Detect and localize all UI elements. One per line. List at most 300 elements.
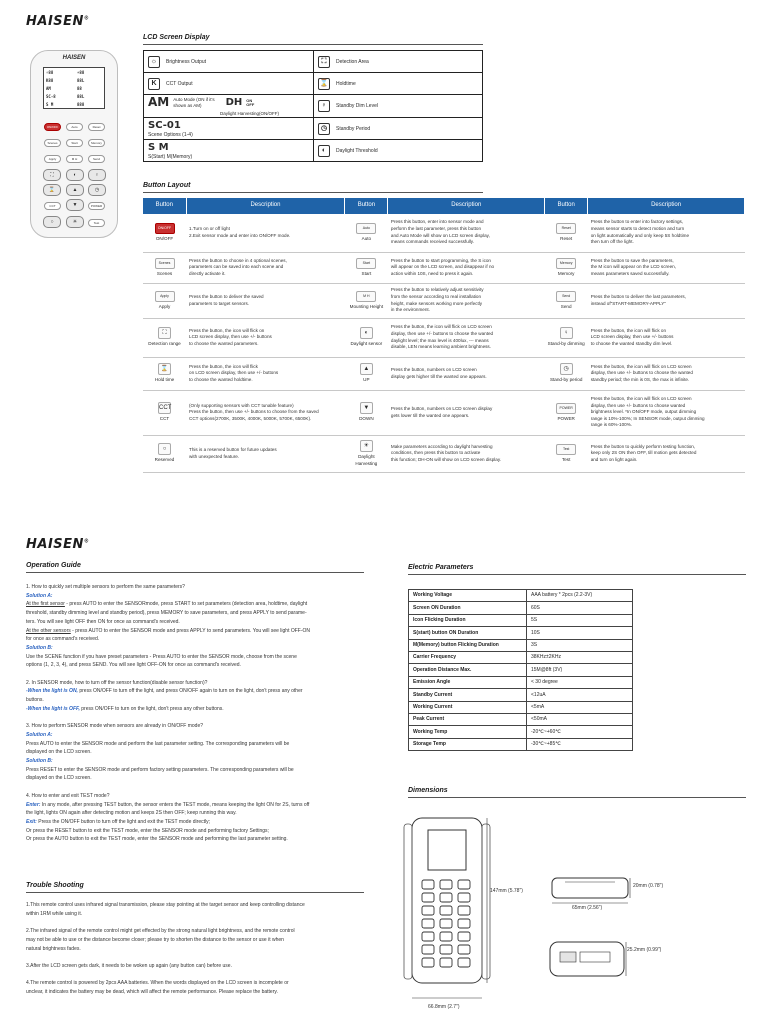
- text-span: press ON/OFF to turn on the light, don't press any other buttons.: [79, 705, 224, 712]
- dim-side-depth: 25.2mm (0.99"): [627, 947, 662, 953]
- description-line: directly activate it.: [189, 270, 226, 276]
- description-line: gets lower till the wanted one appears.: [390, 412, 470, 418]
- description-line: action within 10S, need to press it again.: [390, 270, 474, 276]
- dim-height: 147mm (5.78"): [490, 888, 523, 894]
- description-line: from the sensor according to real installation: [390, 293, 482, 299]
- button-cell: [345, 435, 388, 472]
- remote-illustration: [30, 50, 118, 238]
- param-value: 5S: [527, 614, 633, 626]
- button-layout-table: [143, 198, 745, 473]
- operation-guide-title: Operation Guide: [26, 562, 81, 569]
- button-cell: [143, 390, 186, 435]
- col-header: Button: [545, 198, 588, 214]
- description-line: this function; DH-ON will show on LCD screen display.: [390, 456, 502, 462]
- button-description: [186, 357, 345, 390]
- description-line: Press the button, the icon will flick on LCD screen: [590, 363, 692, 369]
- param-value: <12uA: [527, 689, 633, 701]
- param-value: 38KHz±2KHz: [527, 651, 633, 663]
- param-value: 15M@8ft (3V): [527, 664, 633, 676]
- text-span: At the first sensor: [26, 601, 65, 608]
- electric-param-row: [409, 614, 633, 626]
- description-line: Press the button to save the parameters,: [590, 257, 674, 263]
- brightness-icon: ☼: [148, 56, 160, 68]
- remote-apply-button: Apply: [44, 155, 61, 163]
- button-cell: [143, 435, 186, 472]
- question: 3. How to perform SENSOR mode when sensors are already in ON/OFF mode?: [26, 723, 204, 730]
- lcd-cell: K88: [46, 78, 54, 83]
- description-line: with unexpected feature.: [189, 453, 240, 459]
- button-description: [186, 390, 345, 435]
- electric-params-table: [408, 589, 633, 751]
- lcd-cell: SC-8: [46, 94, 56, 99]
- param-name: Icon Flicking Duration: [409, 614, 527, 626]
- description-line: standby period; the min is 0S, the max is infinite.: [590, 376, 690, 382]
- button-label: Auto: [361, 235, 372, 241]
- button-cell: [345, 318, 388, 357]
- button-icon: ▼: [360, 402, 373, 414]
- param-value: <5mA: [527, 701, 633, 713]
- description-line: 2.Exit sensor mode and enter into ON/OFF mode.: [189, 232, 291, 238]
- text-span: Enter:: [26, 801, 41, 808]
- description-line: conditions, then press this button to activate: [390, 450, 481, 456]
- button-description: [588, 318, 745, 357]
- remote-mh-button: M H: [66, 155, 83, 163]
- lcd-cell: S M: [46, 102, 54, 107]
- brand-logo: HAISEN®: [26, 14, 90, 29]
- solution-label: Solution B:: [26, 758, 53, 765]
- button-label: POWER: [557, 415, 575, 421]
- description-line: will appear on the LCD screen, and disappear if no: [390, 264, 495, 270]
- description-line: means commands received successfully.: [390, 239, 475, 245]
- dh-on: ON: [246, 97, 253, 103]
- daylight-threshold-icon: ◐: [318, 145, 330, 157]
- solution-label: Solution B:: [26, 644, 53, 651]
- text-line: for once as command's received.: [26, 636, 100, 643]
- param-name: Emission Angle: [409, 676, 527, 688]
- lcd-section-title: LCD Screen Display: [143, 34, 210, 41]
- dh-icon: ☀: [66, 216, 84, 228]
- button-cell: [345, 283, 388, 318]
- description-line: Press the button, the icon will flick on LCD screen: [590, 395, 692, 401]
- remote-cct-button: CCT: [44, 202, 61, 210]
- button-description: [588, 435, 745, 472]
- button-label: Stand-by dimming: [547, 341, 585, 347]
- button-description: [388, 283, 545, 318]
- dim-icon: ♀: [88, 169, 106, 181]
- col-header: Description: [588, 198, 745, 214]
- button-layout-row: [143, 435, 745, 472]
- button-cell: [545, 390, 588, 435]
- electric-param-row: [409, 713, 633, 725]
- dim-top-width: 65mm (2.56"): [572, 905, 603, 911]
- button-description: [186, 283, 345, 318]
- button-layout-row: [143, 283, 745, 318]
- lcd-row: [144, 95, 483, 118]
- button-layout-row: [143, 357, 745, 390]
- button-label: DOWN: [359, 416, 374, 422]
- param-name: Working Temp: [409, 726, 527, 738]
- question: 1. How to quickly set multiple sensors to perform the same parameters?: [26, 584, 185, 590]
- description-line: LCD screen display, then use +/- buttons: [590, 334, 674, 340]
- dimensions-title: Dimensions: [408, 787, 448, 794]
- description-line: and turn on light again.: [590, 456, 638, 462]
- electric-param-row: [409, 676, 633, 688]
- start-memory-symbol: S M: [148, 141, 169, 153]
- holdtime-icon: ⌛: [43, 184, 61, 196]
- text-line: may not be able to use or the distance become closer; please try to shorten the distance to the sensor or use it when: [26, 936, 284, 943]
- lcd-row: [144, 51, 483, 73]
- lcd-cell: 88: [77, 86, 82, 91]
- divider: [26, 572, 364, 573]
- text-span: Press the ON/OFF button to turn off the light and exit the TEST mode directly;: [36, 818, 210, 825]
- period-icon: ◷: [88, 184, 106, 196]
- description-line: keep only 2S ON then OFF, till motion gets detected: [590, 450, 697, 456]
- lcd-label: Scene Options (1-4): [148, 131, 193, 138]
- reserved-icon: ○: [43, 216, 61, 228]
- param-name: Screen ON Duration: [409, 602, 527, 614]
- param-value: 10S: [527, 627, 633, 639]
- button-layout-row: [143, 318, 745, 357]
- lcd-label: Daylight Threshold: [336, 147, 378, 154]
- remote-lcd: [43, 67, 105, 109]
- description-line: display gets higher till the wanted one appears.: [390, 373, 487, 379]
- button-cell: [545, 252, 588, 283]
- dh-off: OFF: [246, 101, 255, 107]
- description-line: perform the last parameter, press this button: [390, 226, 482, 232]
- button-label: Reset: [560, 235, 573, 241]
- param-name: M(Memory) button Flicking Duration: [409, 639, 527, 651]
- button-label: Detection range: [148, 341, 181, 347]
- lcd-label: CCT Output: [166, 80, 193, 87]
- electric-param-row: [409, 726, 633, 738]
- param-value: -30℃~+85℃: [527, 738, 633, 750]
- lcd-label: Daylight Harvesting(ON/OFF): [220, 110, 280, 116]
- button-cell: [345, 357, 388, 390]
- electric-param-row: [409, 590, 633, 602]
- dim-width: 66.8mm (2.7"): [428, 1004, 460, 1010]
- text-line: Press RESET to enter the SENSOR mode and perform factory setting parameters. The corresponding parameters will be: [26, 766, 294, 773]
- col-header: Description: [388, 198, 545, 214]
- text-span: At the other sensors: [26, 627, 71, 634]
- dimensions-drawing: [400, 810, 730, 1015]
- text-line: within 1RM while using it.: [26, 910, 83, 917]
- description-line: height, make sensors working more perfectly: [390, 300, 483, 306]
- button-layout-row: [143, 214, 745, 252]
- lcd-cell: 88L: [77, 78, 85, 83]
- description-line: 1.Turn on or off light: [189, 226, 230, 232]
- button-description: [186, 252, 345, 283]
- button-description: [388, 390, 545, 435]
- text-line: Press AUTO to enter the SENSOR mode and perform the last parameter setting. The corresponding parameters will be: [26, 740, 290, 747]
- button-description: [588, 390, 745, 435]
- text-line: 3.After the LCD screen gets dark, it needs to be woken up again (any button can) before use.: [26, 962, 232, 969]
- description-line: brightness level. *In ON/OFF mode, output dimming: [590, 409, 697, 415]
- electric-param-row: [409, 627, 633, 639]
- remote-top-view: [552, 878, 630, 903]
- remote-memory-button: Memory: [88, 139, 105, 147]
- button-icon: CCT: [158, 402, 171, 414]
- button-label: Daylight sensor: [350, 341, 383, 347]
- description-line: parameters can be saved into each scene and: [189, 264, 284, 270]
- button-icon: Start: [356, 258, 376, 269]
- solution-label: Solution A:: [26, 592, 53, 599]
- lcd-row: [144, 73, 483, 95]
- remote-send-button: Send: [88, 155, 105, 163]
- description-line: Press the button to deliver the last parameters,: [590, 293, 686, 299]
- button-cell: [545, 357, 588, 390]
- col-header: Button: [345, 198, 388, 214]
- button-description: [588, 214, 745, 252]
- description-line: disable, LEN means learning ambient brightness.: [390, 344, 491, 350]
- button-label: Send: [560, 303, 572, 309]
- question: 4. How to enter and exit TEST mode?: [26, 792, 110, 799]
- text-line: displayed on the LCD screen.: [26, 775, 92, 782]
- button-icon: Auto: [356, 223, 376, 234]
- description-line: Press the button to quickly perform testing function,: [590, 443, 696, 449]
- text-span: -When the light is OFF,: [26, 705, 80, 712]
- param-name: Standby Current: [409, 689, 527, 701]
- param-name: Peak Current: [409, 713, 527, 725]
- description-line: Press the button, numbers on LCD screen display: [390, 405, 493, 411]
- description-line: Press the button, the icon will flick on: [189, 327, 265, 333]
- divider: [143, 44, 483, 45]
- button-label: Mounting Height: [349, 303, 384, 309]
- param-name: Working Voltage: [409, 590, 527, 602]
- param-name: S(start) button ON Duration: [409, 627, 527, 639]
- description-line: Press the button, numbers on LCD screen: [390, 366, 477, 372]
- button-icon: Apply: [155, 291, 175, 302]
- col-header: Button: [143, 198, 186, 214]
- text-span: - press AUTO to enter the SENSORmode, press START to set parameters (detection area, holdtime, daylight: [64, 601, 308, 608]
- button-cell: [345, 390, 388, 435]
- remote-scenes-button: Scenes: [44, 139, 61, 147]
- electric-param-row: [409, 738, 633, 750]
- brand-logo-bottom: HAISEN®: [26, 537, 90, 552]
- button-label: UP: [363, 377, 370, 383]
- param-value: 60S: [527, 602, 633, 614]
- text-span: -When the light is ON,: [26, 688, 78, 695]
- button-layout-row: [143, 390, 745, 435]
- description-line: (Only supporting sensors with CCT tunable feature): [189, 402, 294, 408]
- description-line: display, then use +/- buttons to choose the wanted: [590, 370, 693, 376]
- param-value: AAA battery * 2pcs (2.2-3V): [527, 590, 633, 602]
- description-line: on light automatically and only keep 5S holdtime: [590, 232, 690, 238]
- divider: [408, 574, 746, 575]
- button-icon: ♀: [560, 327, 573, 339]
- description-line: range is 60%-100%.: [590, 422, 633, 428]
- button-icon: ○: [158, 443, 171, 455]
- text-line: Or press the AUTO button to exit the TEST mode, enter the SENSOR mode and performing the last parameter setting.: [26, 836, 288, 843]
- description-line: display, then use +/- buttons to choose wanted: [590, 402, 686, 408]
- button-description: [186, 318, 345, 357]
- dh-symbol: DH: [225, 97, 243, 109]
- divider: [143, 192, 483, 193]
- description-line: display, then use +/- buttons to choose the wanted: [390, 330, 494, 336]
- description-line: Press the button, the icon will flick on: [590, 327, 667, 333]
- button-description: [388, 214, 545, 252]
- button-label: Reserved: [154, 457, 175, 463]
- lcd-label: Standby Period: [336, 125, 371, 132]
- button-cell: [545, 283, 588, 318]
- button-icon: ☀: [360, 440, 373, 452]
- button-cell: [345, 252, 388, 283]
- dim-top-depth: 20mm (0.78"): [633, 883, 664, 889]
- standby-dim-icon: ♀: [318, 100, 330, 112]
- button-icon: ▲: [360, 363, 373, 375]
- lcd-cell: 888: [77, 102, 85, 107]
- button-label: Apply: [158, 303, 171, 309]
- operation-guide-text: [26, 583, 310, 844]
- description-line: parameters to target sensors.: [189, 300, 250, 306]
- cct-icon: K: [148, 78, 160, 90]
- trouble-shooting-title: Trouble Shooting: [26, 882, 84, 889]
- text-line: threshold, standby dimming level and standby period), press MEMORY to save parameters, and press APPLY to send parame-: [26, 610, 307, 617]
- text-span: press ON/OFF to turn off the light, and press ON/OFF again to turn on the light, don't press any other: [77, 688, 303, 695]
- description-line: Make parameters according to daylight harvesting: [390, 443, 493, 449]
- electric-param-row: [409, 664, 633, 676]
- description-line: the M icon will appear on the LCD screen,: [590, 264, 676, 270]
- remote-logo: HAISEN: [62, 55, 86, 61]
- remote-front-view: [404, 818, 490, 998]
- description-line: LCD screen display, then use +/- buttons: [189, 334, 272, 340]
- button-icon: Test: [556, 444, 576, 455]
- button-icon: ⌛: [158, 363, 171, 375]
- lcd-label: Detection Area: [336, 58, 369, 65]
- param-value: 3S: [527, 639, 633, 651]
- text-line: the light, lights ON again after detecting motion and keeps 2S then OFF; keep running this way.: [26, 810, 237, 817]
- button-label: Hold time: [154, 377, 175, 383]
- button-label: Start: [361, 270, 372, 276]
- button-label: Test: [561, 456, 571, 462]
- button-icon: Send: [556, 291, 576, 302]
- param-value: -20℃~+60℃: [527, 726, 633, 738]
- electric-param-row: [409, 639, 633, 651]
- description-line: to choose the wanted standby dim level.: [590, 340, 673, 346]
- description-line: on LCD screen display, then use +/- buttons: [189, 370, 279, 376]
- button-description: [388, 357, 545, 390]
- lcd-label: Brightness Output: [166, 58, 207, 65]
- button-icon: Reset: [556, 223, 576, 234]
- remote-power-button: POWER: [88, 202, 105, 210]
- up-icon: ▲: [66, 184, 84, 196]
- remote-auto-button: Auto: [66, 123, 83, 131]
- description-line: in the environment.: [390, 307, 430, 313]
- divider: [26, 892, 364, 893]
- lcd-cell: AM: [46, 86, 51, 91]
- description-line: daylight level; the max level is 400lux, --- means: [390, 337, 489, 343]
- description-line: to choose the wanted parameters.: [189, 340, 259, 346]
- button-description: [588, 252, 745, 283]
- param-value: < 30 degree: [527, 676, 633, 688]
- button-description: [388, 318, 545, 357]
- description-line: instead of"START-MEMORY-APPLY": [590, 300, 666, 306]
- holdtime-icon: ⌛: [318, 78, 330, 90]
- text-span: - press AUTO to enter the SENSOR mode and press APPLY to send parameters. You will see light OFF-ON: [70, 627, 311, 634]
- electric-params-title: Electric Parameters: [408, 564, 474, 571]
- description-line: Press the button, the icon will flick: [189, 363, 258, 369]
- text-span: Exit:: [26, 818, 37, 825]
- param-name: Storage Temp: [409, 738, 527, 750]
- button-icon: ◷: [560, 363, 573, 375]
- button-icon: M H: [356, 291, 376, 302]
- description-line: Press the button, the icon will flick on LCD screen: [390, 324, 492, 330]
- button-description: [186, 214, 345, 252]
- text-line: ters. You will see light OFF then ON for once as command's received.: [26, 618, 180, 625]
- lcd-label: S(Start) M(Memory): [148, 153, 193, 160]
- electric-param-row: [409, 701, 633, 713]
- button-layout-row: [143, 252, 745, 283]
- solution-label: Solution A:: [26, 731, 53, 738]
- button-label: ON/OFF: [155, 235, 174, 241]
- button-cell: [143, 214, 186, 252]
- divider: [408, 797, 746, 798]
- description-line: Press the button to relatively adjust sensitivity: [390, 287, 484, 293]
- button-label: CCT: [159, 416, 170, 422]
- text-line: options (1, 2, 3, 4), and press SEND. You will see light OFF-ON for once as command's received.: [26, 662, 241, 669]
- description-line: and Auto Mode will show on LCD screen display,: [390, 232, 490, 238]
- electric-param-row: [409, 689, 633, 701]
- col-header: Description: [186, 198, 345, 214]
- button-layout-title: Button Layout: [143, 182, 191, 189]
- button-label: Stand-by period: [549, 377, 583, 383]
- button-description: [388, 435, 545, 472]
- description-line: Press the button to enter into factory settings,: [590, 219, 684, 225]
- text-line: Use the SCENE function if you have preset parameters - Press AUTO to enter the SENSOR mode, choose from the scene: [26, 653, 297, 660]
- detection-icon: ⛶: [43, 169, 61, 181]
- button-cell: [143, 357, 186, 390]
- param-name: Operation Distance Max.: [409, 664, 527, 676]
- text-line: 1.This remote control uses infrared signal transmission, please stay pointing at the target sensor and keep controlling distance: [26, 902, 305, 908]
- param-name: Carrier Frequency: [409, 651, 527, 663]
- remote-reset-button: Reset: [88, 123, 105, 131]
- electric-param-row: [409, 602, 633, 614]
- description-line: Press the button to choose in 4 optional scenes,: [189, 257, 287, 263]
- remote-start-button: Start: [66, 139, 83, 147]
- remote-test-button: Test: [88, 219, 105, 227]
- text-line: 4.The remote control is powered by 2pcs AAA batteries. When the words displayed on the LCD screen is incomplete or: [26, 980, 289, 987]
- button-icon: POWER: [556, 403, 576, 414]
- lcd-cell: 88L: [77, 94, 85, 99]
- button-icon: ⛶: [158, 327, 171, 339]
- lcd-label: Holdtime: [336, 80, 356, 87]
- description-line: then turn off the light.: [590, 239, 634, 245]
- button-description: [588, 283, 745, 318]
- scene-symbol: SC-01: [148, 119, 181, 131]
- button-cell: [545, 318, 588, 357]
- remote-side-view: [550, 942, 626, 976]
- button-label: Scenes: [156, 270, 173, 276]
- button-cell: [143, 283, 186, 318]
- button-cell: [143, 252, 186, 283]
- description-line: means parameters saved successfully.: [590, 270, 670, 276]
- lcd-table: [143, 50, 483, 162]
- daylight-icon: ◐: [66, 169, 84, 181]
- standby-period-icon: ◷: [318, 123, 330, 135]
- description-line: Press the button, then use +/- buttons to choose from the saved: [189, 409, 319, 415]
- description-line: This is a reserved button for future updates: [189, 446, 277, 452]
- description-line: means sensor starts to detect motion and turn: [590, 226, 685, 232]
- text-line: buttons.: [26, 697, 44, 704]
- button-icon: Scenes: [155, 258, 175, 269]
- button-cell: [345, 214, 388, 252]
- lcd-label: Auto Mode (ON if it's shown as AM): [173, 96, 215, 108]
- question: 2. In SENSOR mode, how to turn off the sensor function(disable sensor function)?: [26, 679, 208, 686]
- text-line: displayed on the LCD screen.: [26, 749, 92, 756]
- button-icon: ON/OFF: [155, 223, 175, 234]
- lcd-cell: ☀88: [77, 70, 85, 75]
- trouble-shooting-text: [26, 901, 305, 997]
- button-description: [588, 357, 745, 390]
